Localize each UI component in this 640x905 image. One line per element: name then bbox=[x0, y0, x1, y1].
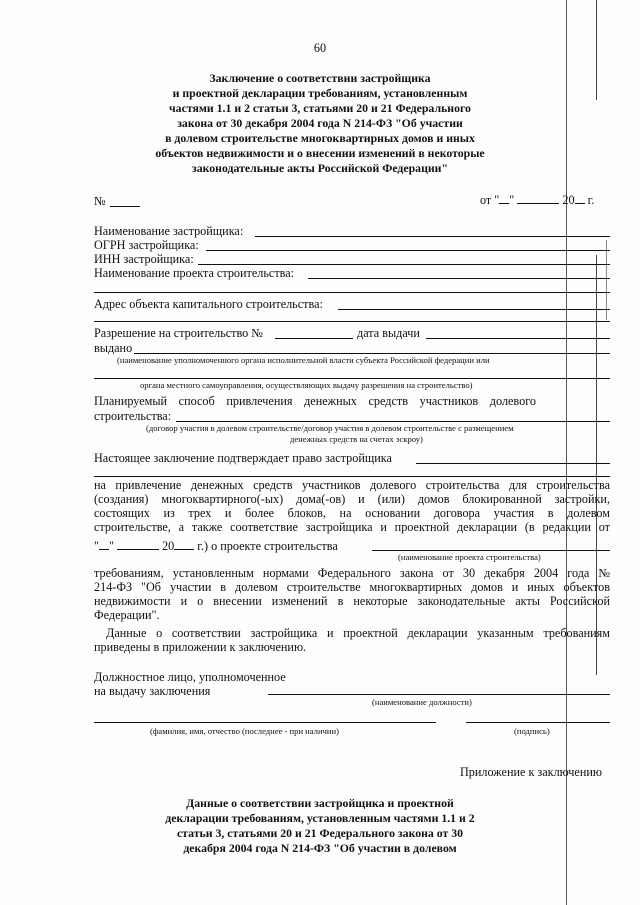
title-line: законодательные акты Российской Федерации" bbox=[191, 161, 449, 175]
project-name-field-2[interactable] bbox=[94, 292, 610, 293]
developer-field[interactable] bbox=[416, 463, 610, 464]
date-month-field[interactable] bbox=[517, 192, 559, 204]
developer-name-label: Наименование застройщика: bbox=[94, 224, 244, 238]
official-label: Должностное лицо, уполномоченное bbox=[94, 670, 286, 684]
developer-field-2[interactable] bbox=[94, 476, 610, 477]
page-number: 60 bbox=[313, 41, 327, 55]
signature-field[interactable] bbox=[466, 722, 610, 723]
requirements-line: недвижимости и о внесении изменений в некоторые законодательные акты Российской bbox=[94, 594, 610, 608]
project-caption: (наименование проекта строительства) bbox=[398, 552, 541, 562]
funding-caption-2: денежных средств на счетах эскроу) bbox=[290, 434, 423, 444]
address-field-2[interactable] bbox=[94, 321, 610, 322]
title-line: Заключение о соответствии застройщика bbox=[209, 71, 431, 85]
issue-date-label: дата выдачи bbox=[357, 326, 420, 340]
project-date-line: " " 20 г.) о проекте строительства bbox=[94, 539, 338, 553]
redaction-year-field[interactable] bbox=[174, 538, 194, 550]
position-field[interactable] bbox=[268, 694, 610, 695]
annex-line: Данные о соответствии застройщика и проектной декларации указанным требованиям bbox=[106, 626, 610, 640]
funding-method-field[interactable] bbox=[176, 421, 610, 422]
redaction-day-field[interactable] bbox=[99, 538, 109, 550]
title-line: объектов недвижимости и о внесении изменений в некоторые bbox=[155, 146, 485, 160]
fio-caption: (фамилия, имя, отчество (последнее - при наличии) bbox=[150, 726, 339, 736]
address-field[interactable] bbox=[338, 309, 610, 310]
number-field[interactable] bbox=[110, 206, 140, 207]
body-line: на привлечение денежных средств участников долевого строительства для строительства bbox=[94, 478, 610, 492]
title-line: и проектной декларации требованиям, установленным bbox=[172, 86, 468, 100]
project-name-label: Наименование проекта строительства: bbox=[94, 266, 295, 280]
ogrn-field[interactable] bbox=[206, 250, 610, 251]
title-line: закона от 30 декабря 2004 года N 214-ФЗ "Об участии bbox=[177, 116, 463, 130]
requirements-line: Федерации". bbox=[94, 608, 160, 622]
ogrn-label: ОГРН застройщика: bbox=[94, 238, 199, 252]
body-line: строительстве, а также соответствие застройщика и проектной декларации (в редакции от bbox=[94, 520, 610, 534]
body-line: (создания) многоквартирного(-ых) дома(-ов) и (или) домов блокированной застройки, bbox=[94, 492, 610, 506]
confirmation-text: Настоящее заключение подтверждает право застройщика bbox=[94, 451, 392, 465]
scan-artifact-line bbox=[596, 255, 597, 675]
issued-label: выдано bbox=[94, 341, 133, 355]
number-label: № bbox=[94, 194, 106, 208]
body-line: состоящих из трех и более блоков, на основании договора участия в долевом bbox=[94, 506, 610, 520]
title-line: в долевом строительстве многоквартирных домов и иных bbox=[165, 131, 475, 145]
annex-line-2: приведены в приложении к заключению. bbox=[94, 640, 307, 654]
inn-label: ИНН застройщика: bbox=[94, 252, 194, 266]
project-name-field[interactable] bbox=[308, 278, 610, 279]
appendix-title-line: Данные о соответствии застройщика и проектной bbox=[186, 796, 454, 810]
title-line: частями 1.1 и 2 статьи 3, статьями 20 и 21 Федерального bbox=[169, 101, 471, 115]
issued-by-field-2[interactable] bbox=[94, 378, 610, 379]
appendix-label: Приложение к заключению bbox=[460, 765, 602, 779]
appendix-title-line: декабря 2004 года N 214-ФЗ "Об участии в долевом bbox=[183, 841, 457, 855]
funding-caption: (договор участия в долевом строительстве/договор участия в долевом строительстве с размещением bbox=[146, 423, 514, 433]
requirements-line: 214-ФЗ "Об участии в долевом строительстве многоквартирных домов и иных объектов bbox=[94, 580, 610, 594]
project-field[interactable] bbox=[372, 550, 610, 551]
authority-caption-2: органа местного самоуправления, осуществляющих выдачу разрешения на строительство) bbox=[140, 380, 473, 390]
address-label: Адрес объекта капитального строительства: bbox=[94, 297, 323, 311]
date-day-field[interactable] bbox=[499, 192, 509, 204]
appendix-title-line: декларации требованиям, установленным частями 1.1 и 2 bbox=[165, 811, 475, 825]
funding-method-label: Планируемый способ привлечения денежных средств участников долевого bbox=[94, 394, 536, 408]
official-label-2: на выдачу заключения bbox=[94, 684, 211, 698]
scan-artifact-line bbox=[606, 240, 607, 320]
fio-field[interactable] bbox=[94, 722, 436, 723]
requirements-line: требованиям, установленным нормами Федерального закона от 30 декабря 2004 года № bbox=[94, 566, 610, 580]
position-caption: (наименование должности) bbox=[372, 697, 472, 707]
funding-method-label-2: строительства: bbox=[94, 409, 172, 423]
date-year-field[interactable] bbox=[575, 192, 585, 204]
appendix-title-line: статьи 3, статьями 20 и 21 Федерального закона от 30 bbox=[176, 826, 464, 840]
authority-caption: (наименование уполномоченного органа исполнительной власти субъекта Российской федерации или bbox=[117, 355, 490, 365]
developer-name-field[interactable] bbox=[255, 236, 610, 237]
redaction-month-field[interactable] bbox=[117, 538, 159, 550]
date-line: от " " 20 г. bbox=[480, 193, 595, 207]
issue-date-field[interactable] bbox=[426, 338, 610, 339]
issued-by-field[interactable] bbox=[134, 353, 610, 354]
permit-label: Разрешение на строительство № bbox=[94, 326, 263, 340]
permit-number-field[interactable] bbox=[275, 338, 353, 339]
inn-field[interactable] bbox=[198, 264, 610, 265]
signature-caption: (подпись) bbox=[514, 726, 550, 736]
